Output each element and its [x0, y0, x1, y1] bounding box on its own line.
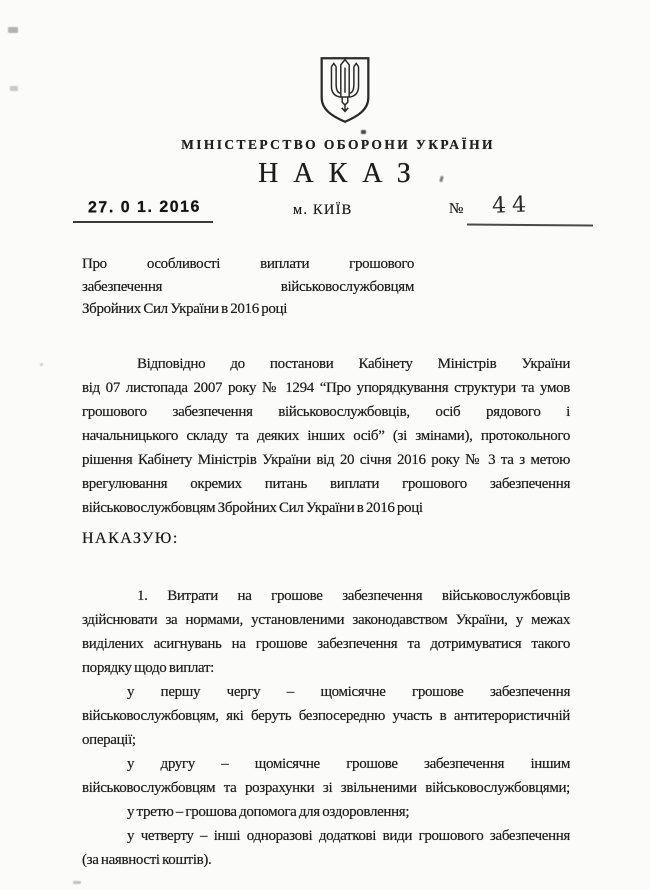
text-line: начальницького складу та деяких інших осіб” (зі змінами), протокольного: [82, 428, 570, 444]
text-line: у четверту – інші одноразові додаткові види грошового забезпечення: [127, 828, 570, 844]
text-line: здійснювати за нормами, установленими законодавством України, у межах: [82, 612, 570, 628]
text-line: Відповідно до постанови Кабінету Міністрів України: [137, 356, 570, 372]
preamble-paragraph: [82, 352, 570, 520]
document-type-title: НАКАЗ: [258, 158, 426, 189]
date-stamp: 27. 0 1. 2016: [87, 198, 201, 217]
text-line: виділених асигнувань на грошове забезпечення та дотримуватися такого: [82, 636, 570, 652]
priority-item-first: [82, 680, 570, 752]
text-line: рішення Кабінету Міністрів України від 20 січня 2016 року № 3 та з метою: [82, 452, 570, 468]
paragraph-1: [82, 584, 570, 680]
scan-artifact: [10, 86, 18, 91]
text-line: військовослужбовцям Збройних Сил України в 2016 році: [82, 500, 423, 516]
scan-artifact: [73, 881, 81, 884]
text-line: забезпечення військовослужбовцям: [82, 278, 414, 295]
order-heading: НАКАЗУЮ:: [82, 530, 179, 547]
order-body: [82, 584, 570, 872]
text-line: військовослужбовцям та розрахунки зі звільненими військовослужбовцями;: [82, 780, 570, 796]
place-label: м. КИЇВ: [293, 202, 353, 218]
scan-artifact: [40, 363, 43, 366]
number-underline: [467, 224, 593, 226]
text-line: у другу – щомісячне грошове забезпечення іншим: [127, 756, 570, 772]
text-line: операції;: [82, 732, 136, 748]
scan-artifact: [8, 27, 18, 33]
number-sign: №: [449, 201, 464, 217]
ukraine-trident-shield-icon: [317, 55, 373, 125]
priority-item-second: [82, 752, 570, 800]
text-line: Збройних Сил України в 2016 році: [82, 301, 288, 317]
order-number-handwritten: 44: [491, 192, 533, 219]
scan-artifact: [361, 130, 366, 134]
text-line: врегулювання окремих питань виплати грошового забезпечення: [82, 476, 570, 492]
subject-block: [82, 253, 414, 321]
priority-item-fourth: [82, 824, 570, 872]
text-line: (за наявності коштів).: [82, 852, 212, 868]
ministry-name: МІНІСТЕРСТВО ОБОРОНИ УКРАЇНИ: [181, 137, 495, 152]
priority-item-third: [82, 800, 570, 824]
date-underline: [73, 221, 213, 223]
text-line: від 07 листопада 2007 року № 1294 “Про упорядкування структури та умов: [82, 380, 570, 396]
text-line: порядку щодо виплат:: [82, 660, 214, 676]
text-line: 1. Витрати на грошове забезпечення військовослужбовців: [137, 588, 570, 604]
text-line: грошового забезпечення військовослужбовців, осіб рядового і: [82, 404, 570, 420]
text-line: у першу чергу – щомісячне грошове забезпечення: [127, 684, 570, 700]
text-line: Про особливості виплати грошового: [82, 256, 414, 272]
text-line: у третю – грошова допомога для оздоровлення;: [127, 804, 410, 820]
text-line: військовослужбовцям, які беруть безпосередню участь в антитерористичній: [82, 708, 570, 724]
